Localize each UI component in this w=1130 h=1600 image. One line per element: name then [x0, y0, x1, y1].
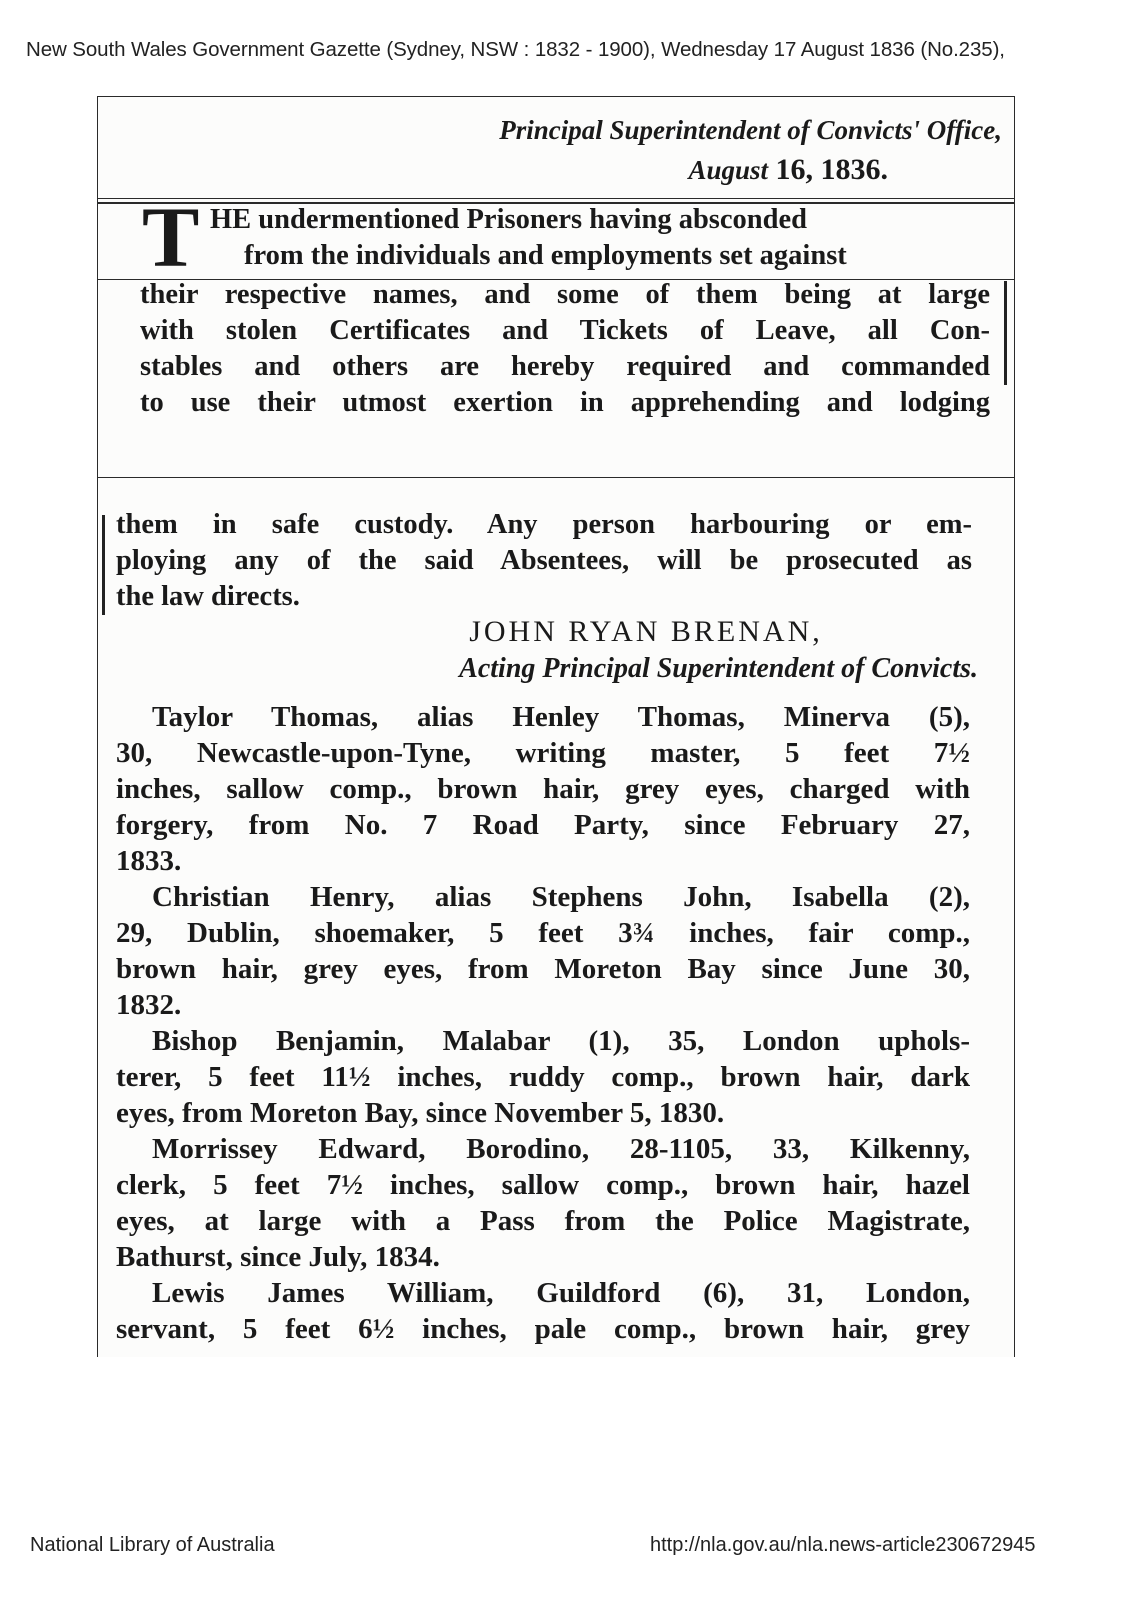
entry-line: terer, 5 feet 11½ inches, ruddy comp., brown hair, dark [116, 1061, 970, 1093]
entry-line: 1832. [116, 989, 182, 1021]
entry-line: Bishop Benjamin, Malabar (1), 35, London uphols- [152, 1025, 970, 1057]
entry-line: clerk, 5 feet 7½ inches, sallow comp., brown hair, hazel [116, 1169, 970, 1201]
drop-cap: T [142, 189, 200, 285]
entry-line: brown hair, grey eyes, from Moreton Bay since June 30, [116, 953, 970, 985]
body-line-3: stables and others are hereby required and commanded [140, 351, 990, 382]
lead-line-1: HE undermentioned Prisoners having absconded [210, 204, 807, 235]
entry-line: Taylor Thomas, alias Henley Thomas, Minerva (5), [152, 701, 970, 733]
right-margin-bar [1004, 281, 1007, 385]
body-line-7: the law directs. [116, 581, 300, 612]
entry-line: 30, Newcastle-upon-Tyne, writing master, 5 feet 7½ [116, 737, 970, 769]
entry-line: inches, sallow comp., brown hair, grey eyes, charged with [116, 773, 970, 805]
notice-date-day-year: 16, 1836. [775, 153, 888, 186]
entry-line: eyes, from Moreton Bay, since November 5, 1830. [116, 1097, 725, 1129]
footer-url: http://nla.gov.au/nla.news-article230672945 [650, 1534, 1036, 1556]
entry-line: Lewis James William, Guildford (6), 31, London, [152, 1277, 970, 1309]
entry-line: 29, Dublin, shoemaker, 5 feet 3¾ inches, fair comp., [116, 917, 970, 949]
body-line-4: to use their utmost exertion in apprehending and lodging [140, 387, 990, 418]
lead-line-2: from the individuals and employments set against [244, 240, 847, 271]
left-column-bar [102, 515, 105, 615]
body-line-5: them in safe custody. Any person harbouring or em- [116, 509, 972, 540]
footer-source: National Library of Australia [30, 1534, 275, 1556]
signatory-name: JOHN RYAN BRENAN, [469, 615, 823, 648]
entry-line: Christian Henry, alias Stephens John, Isabella (2), [152, 881, 970, 913]
rule-under-heading [98, 198, 1014, 199]
notice-date [688, 153, 888, 187]
notice-date-month: August [688, 155, 768, 185]
entry-line: forgery, from No. 7 Road Party, since February 27, [116, 809, 970, 841]
page-header: New South Wales Government Gazette (Sydney, NSW : 1832 - 1900), Wednesday 17 August 1836 (No.235), [26, 38, 1005, 61]
entry-line: servant, 5 feet 6½ inches, pale comp., brown hair, grey [116, 1313, 970, 1345]
entry-line: 1833. [116, 845, 182, 877]
body-line-2: with stolen Certificates and Tickets of Leave, all Con- [140, 315, 990, 346]
entry-line: Morrissey Edward, Borodino, 28-1105, 33, Kilkenny, [152, 1133, 970, 1165]
rule-section-break [98, 477, 1014, 478]
entry-line: eyes, at large with a Pass from the Police Magistrate, [116, 1205, 970, 1237]
entry-line: Bathurst, since July, 1834. [116, 1241, 440, 1273]
body-line-1: their respective names, and some of them being at large [140, 279, 990, 310]
cut-off-text-fragment [116, 1347, 972, 1357]
body-line-6: ploying any of the said Absentees, will be prosecuted as [116, 545, 972, 576]
gazette-clipping [97, 96, 1015, 1357]
signatory-title: Acting Principal Superintendent of Convicts. [459, 653, 978, 684]
office-heading: Principal Superintendent of Convicts' Office, [499, 115, 1002, 145]
